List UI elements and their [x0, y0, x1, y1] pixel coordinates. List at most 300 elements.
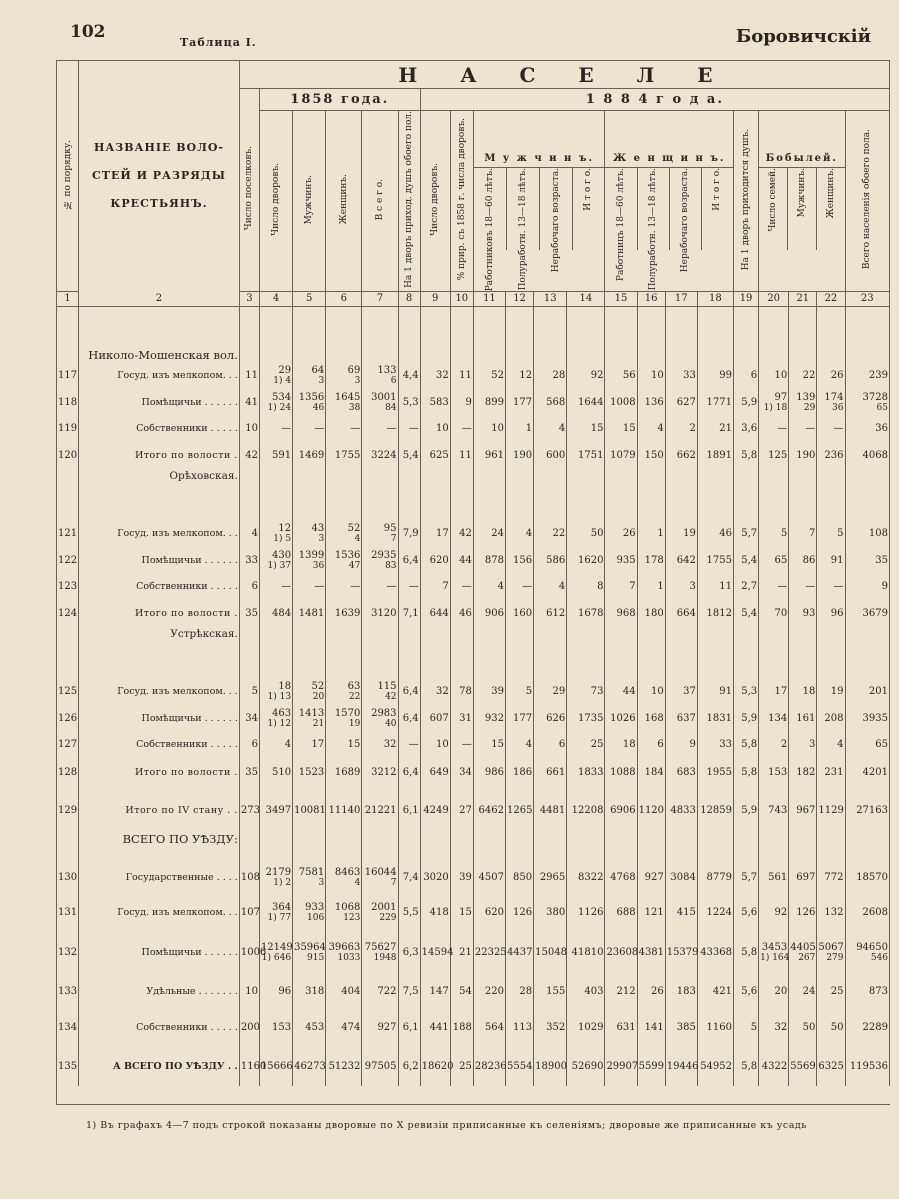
table-cell	[326, 894, 362, 930]
cell-value: 2179	[265, 866, 292, 878]
cell-subvalue: 36	[832, 402, 844, 413]
table-cell	[789, 974, 817, 1008]
cell-value: 10081	[294, 804, 326, 816]
cell-value: 52	[311, 680, 325, 692]
table-cell	[326, 546, 362, 574]
table-cell	[259, 894, 292, 930]
cell-value: 46	[459, 607, 472, 619]
cell-value: 27	[459, 804, 472, 816]
cell-value: 620	[484, 906, 504, 918]
cell-value: 6,4	[402, 685, 419, 697]
row-label: Собственники . . . . .	[79, 1008, 240, 1046]
column-number: 1	[57, 291, 79, 306]
cell-value: 5,4	[741, 554, 758, 566]
table-cell	[450, 860, 473, 894]
cell-value: 70	[774, 607, 788, 619]
table-row	[57, 860, 890, 894]
cell-value: 18	[278, 680, 292, 692]
table-cell	[665, 598, 697, 628]
cell-value: 5	[780, 527, 788, 539]
cell-subvalue: 1) 24	[267, 402, 292, 413]
cell-value: —	[408, 580, 419, 592]
cell-value: 92	[774, 906, 788, 918]
column-number: 11	[473, 291, 505, 306]
table-cell	[420, 388, 450, 416]
table-cell	[534, 598, 567, 628]
cell-value: 586	[546, 554, 566, 566]
cell-value: 1006	[240, 946, 267, 958]
cell-value: 11140	[328, 804, 361, 816]
table-cell	[789, 440, 817, 470]
cell-value: 927	[644, 871, 664, 883]
table-cell	[473, 1008, 505, 1046]
cell-value: 9	[465, 396, 472, 408]
frame-line	[56, 60, 57, 1105]
cell-value: 441	[429, 1021, 449, 1033]
table-cell	[817, 732, 845, 756]
cell-subvalue: 279	[826, 952, 844, 963]
table-cell	[697, 598, 733, 628]
cell-value: 4	[558, 422, 566, 434]
cell-value: —	[350, 422, 361, 434]
cell-value: 8463	[334, 866, 361, 878]
cell-value: 99	[719, 369, 732, 381]
cell-value: 153	[271, 1021, 292, 1033]
table-cell	[473, 860, 505, 894]
cell-value: 5,7	[741, 871, 758, 883]
cell-value: 42	[245, 449, 258, 461]
row-label: Госуд. изъ мелкопом. . .	[79, 520, 240, 546]
cell-value: 591	[271, 449, 292, 461]
table-cell	[239, 362, 259, 388]
table-cell	[506, 362, 534, 388]
table-cell	[817, 930, 845, 974]
cell-value: 231	[824, 766, 844, 778]
cell-value: 932	[484, 712, 504, 724]
table-cell	[817, 388, 845, 416]
table-cell	[450, 974, 473, 1008]
table-cell	[665, 362, 697, 388]
cell-value: 6	[251, 580, 258, 592]
col-header: На 1 дворъ приходится душъ.	[734, 111, 759, 292]
table-cell	[567, 678, 605, 704]
cell-value: 2983	[371, 707, 397, 719]
cell-subvalue: 1) 37	[267, 560, 292, 571]
cell-value: —	[314, 422, 325, 434]
table-cell	[665, 1046, 697, 1086]
cell-value: —	[833, 422, 844, 434]
table-cell	[637, 894, 665, 930]
cell-subvalue: 22	[348, 691, 361, 702]
cell-value: 17	[436, 527, 449, 539]
table-cell	[398, 930, 420, 974]
column-number: 7	[362, 291, 398, 306]
table-cell	[697, 894, 733, 930]
cell-value: 850	[513, 871, 533, 883]
section-row	[57, 824, 890, 846]
table-cell	[506, 574, 534, 598]
table-cell	[567, 732, 605, 756]
cell-value: 28	[552, 369, 566, 381]
table-cell	[665, 546, 697, 574]
cell-value: 649	[429, 766, 449, 778]
table-cell	[734, 546, 759, 574]
cell-value: 664	[676, 607, 696, 619]
cell-subvalue: 38	[348, 402, 361, 413]
table-cell	[326, 704, 362, 732]
table-cell	[473, 796, 505, 824]
cell-value: 75627	[364, 941, 397, 953]
table-cell	[567, 930, 605, 974]
cell-value: 52	[347, 522, 361, 534]
table-cell	[326, 678, 362, 704]
cell-value: 239	[868, 369, 888, 381]
table-cell	[326, 388, 362, 416]
table-cell	[398, 678, 420, 704]
table-cell	[473, 574, 505, 598]
table-cell	[398, 440, 420, 470]
row-label: А ВСЕГО ПО УѢЗДУ . .	[79, 1046, 240, 1086]
table-cell	[362, 574, 398, 598]
section-row	[57, 470, 890, 482]
cell-subvalue: 1) 5	[273, 533, 292, 544]
table-cell	[605, 440, 637, 470]
cell-value: —	[461, 580, 472, 592]
cell-value: 1812	[706, 607, 732, 619]
cell-subvalue: 4	[354, 877, 361, 888]
table-cell	[506, 704, 534, 732]
table-cell	[734, 520, 759, 546]
cell-value: 4201	[862, 766, 888, 778]
cell-value: 3,6	[741, 422, 758, 434]
table-cell	[697, 860, 733, 894]
table-cell	[420, 756, 450, 788]
table-cell	[362, 974, 398, 1008]
cell-value: 873	[868, 985, 888, 997]
cell-subvalue: 4	[354, 533, 361, 544]
table-cell	[734, 598, 759, 628]
cell-value: 4068	[862, 449, 888, 461]
table-cell	[845, 678, 890, 704]
table-cell	[665, 756, 697, 788]
cell-value: 631	[616, 1021, 636, 1033]
table-cell	[605, 860, 637, 894]
cell-value: 141	[644, 1021, 664, 1033]
table-cell	[845, 416, 890, 440]
cell-value: 119536	[849, 1060, 888, 1072]
table-label: Таблица I.	[180, 36, 257, 49]
cell-value: 1955	[706, 766, 732, 778]
cell-value: 26	[650, 985, 664, 997]
col-header: В с е г о.	[362, 111, 398, 292]
cell-value: 5,3	[402, 396, 419, 408]
cell-value: 12208	[571, 804, 604, 816]
table-cell	[326, 362, 362, 388]
table-cell	[362, 894, 398, 930]
table-cell	[845, 546, 890, 574]
table-cell	[789, 520, 817, 546]
cell-value: 961	[484, 449, 504, 461]
cell-value: 3	[689, 580, 696, 592]
table-cell	[473, 704, 505, 732]
column-number: 17	[665, 291, 697, 306]
cell-value: 14594	[421, 946, 454, 958]
cell-value: 190	[796, 449, 816, 461]
cell-value: 22325	[474, 946, 507, 958]
cell-value: 11	[719, 580, 732, 592]
cell-value: 126	[796, 906, 816, 918]
table-cell	[759, 704, 789, 732]
cell-value: 1	[525, 422, 533, 434]
table-row	[57, 974, 890, 1008]
section-row	[57, 306, 890, 362]
table-cell	[239, 416, 259, 440]
table-cell	[637, 678, 665, 704]
cell-value: 4	[657, 422, 664, 434]
table-cell	[759, 974, 789, 1008]
table-cell	[697, 678, 733, 704]
table-cell	[665, 930, 697, 974]
cell-value: 236	[824, 449, 844, 461]
row-number: 118	[57, 388, 79, 416]
cell-value: 35	[875, 554, 888, 566]
table-cell	[450, 930, 473, 974]
cell-subvalue: 3	[354, 375, 361, 386]
cell-subvalue: 84	[385, 402, 397, 413]
table-cell	[734, 704, 759, 732]
cell-value: —	[350, 580, 361, 592]
header-title: Н А С Е Л Е	[239, 61, 889, 89]
cell-value: 7	[809, 527, 816, 539]
row-label: Итого по волости .	[79, 598, 240, 628]
table-cell	[420, 704, 450, 732]
table-cell	[534, 796, 567, 824]
cell-subvalue: 1) 13	[267, 691, 292, 702]
column-number: 13	[534, 291, 567, 306]
cell-value: 5,4	[741, 607, 758, 619]
table-cell	[697, 974, 733, 1008]
cell-value: 19	[830, 685, 844, 697]
cell-value: 5	[525, 685, 533, 697]
row-number: 121	[57, 520, 79, 546]
cell-value: —	[281, 580, 292, 592]
cell-value: 1755	[334, 449, 361, 461]
cell-value: 662	[676, 449, 696, 461]
cell-value: 430	[271, 549, 292, 561]
table-cell	[398, 796, 420, 824]
table-cell	[362, 440, 398, 470]
table-cell	[789, 1046, 817, 1086]
cell-value: 899	[484, 396, 504, 408]
cell-value: 1026	[610, 712, 636, 724]
cell-value: 5,9	[741, 396, 758, 408]
cell-value: 1678	[577, 607, 604, 619]
cell-subvalue: 1033	[337, 952, 361, 963]
cell-subvalue: 267	[798, 952, 816, 963]
cell-value: 6	[657, 738, 664, 750]
table-cell	[506, 598, 534, 628]
table-cell	[420, 546, 450, 574]
cell-value: 403	[584, 985, 604, 997]
cell-value: 18	[802, 685, 816, 697]
table-cell	[665, 704, 697, 732]
cell-value: 36	[875, 422, 888, 434]
cell-value: —	[461, 738, 472, 750]
cell-value: 31	[459, 712, 472, 724]
cell-subvalue: 42	[385, 691, 397, 702]
table-cell	[450, 388, 473, 416]
table-cell	[567, 416, 605, 440]
cell-value: 12	[519, 369, 533, 381]
table-cell	[326, 974, 362, 1008]
table-cell	[450, 546, 473, 574]
cell-value: 1755	[706, 554, 732, 566]
table-cell	[759, 860, 789, 894]
table-row	[57, 1046, 890, 1086]
cell-value: 4249	[423, 804, 449, 816]
table-cell	[450, 732, 473, 756]
table-cell	[473, 416, 505, 440]
cell-value: 5,9	[741, 712, 758, 724]
table-cell	[637, 546, 665, 574]
cell-value: 4507	[478, 871, 504, 883]
cell-value: 39663	[328, 941, 361, 953]
cell-value: 6,4	[402, 712, 419, 724]
cell-subvalue: 7	[390, 877, 397, 888]
table-cell	[239, 598, 259, 628]
table-cell	[637, 930, 665, 974]
table-cell	[734, 678, 759, 704]
cell-subvalue: 229	[379, 912, 397, 923]
table-cell	[637, 520, 665, 546]
table-cell	[239, 1046, 267, 1086]
cell-value: 743	[768, 804, 788, 816]
column-number: 2	[79, 291, 240, 306]
cell-value: 5554	[507, 1060, 533, 1072]
table-cell	[789, 546, 817, 574]
cell-value: 2289	[862, 1021, 888, 1033]
row-label: Итого по волости .	[79, 440, 240, 470]
table-cell	[293, 440, 326, 470]
table-cell	[398, 388, 420, 416]
cell-value: 22	[552, 527, 566, 539]
cell-value: 10	[650, 685, 664, 697]
cell-value: 35964	[294, 941, 326, 953]
cell-value: 11	[245, 369, 258, 381]
column-number: 4	[259, 291, 292, 306]
cell-value: 65	[875, 738, 888, 750]
cell-value: 24	[802, 985, 816, 997]
table-row	[57, 756, 890, 788]
cell-value: 510	[271, 766, 292, 778]
population-table	[56, 60, 890, 1086]
table-cell	[567, 362, 605, 388]
table-cell	[326, 520, 362, 546]
cell-value: 28	[519, 985, 533, 997]
table-cell	[817, 894, 845, 930]
cell-value: 7,1	[402, 607, 419, 619]
cell-value: 4	[558, 580, 566, 592]
row-label: Госуд. изъ мелкопом. . .	[79, 894, 240, 930]
cell-value: 15	[491, 738, 504, 750]
cell-value: 16044	[364, 866, 397, 878]
row-number: 133	[57, 974, 79, 1008]
table-cell	[567, 1046, 605, 1086]
table-cell	[420, 1008, 450, 1046]
table-cell	[362, 756, 398, 788]
cell-value: 1833	[577, 766, 604, 778]
cell-value: 1639	[334, 607, 361, 619]
table-cell	[759, 1046, 789, 1086]
table-cell	[567, 440, 605, 470]
table-cell	[239, 1008, 259, 1046]
cell-value: 2935	[371, 549, 397, 561]
table-cell	[362, 520, 398, 546]
table-cell	[637, 860, 665, 894]
cell-value: 2608	[862, 906, 888, 918]
table-cell	[473, 362, 505, 388]
cell-value: 96	[830, 607, 844, 619]
section-heading: Орѣховская.	[79, 470, 240, 482]
column-number: 21	[789, 291, 817, 306]
cell-value: 1129	[818, 804, 844, 816]
cell-value: 3020	[423, 871, 449, 883]
cell-value: 183	[676, 985, 696, 997]
cell-value: 95	[383, 522, 397, 534]
table-cell	[259, 574, 292, 598]
table-cell	[759, 1008, 789, 1046]
row-number: 130	[57, 860, 79, 894]
cell-value: 644	[429, 607, 449, 619]
table-cell	[734, 1046, 759, 1086]
cell-value: 17	[311, 738, 325, 750]
cell-value: 115	[377, 680, 397, 692]
table-cell	[362, 546, 398, 574]
table-cell	[420, 860, 450, 894]
table-cell	[789, 362, 817, 388]
table-cell	[567, 598, 605, 628]
table-cell	[637, 1008, 665, 1046]
cell-value: 564	[484, 1021, 504, 1033]
cell-value: 5,8	[741, 766, 758, 778]
table-cell	[759, 440, 789, 470]
row-number: 132	[57, 930, 79, 974]
cell-value: 93	[802, 607, 816, 619]
table-cell	[362, 598, 398, 628]
table-cell	[789, 1008, 817, 1046]
table-cell	[326, 1046, 362, 1086]
cell-value: 32	[383, 738, 397, 750]
cell-value: 607	[429, 712, 449, 724]
cell-value: 5,5	[402, 906, 419, 918]
cell-value: 1536	[334, 549, 361, 561]
table-cell	[665, 860, 697, 894]
cell-value: 4481	[539, 804, 566, 816]
table-cell	[239, 520, 259, 546]
row-label: Собственники . . . . .	[79, 574, 240, 598]
table-cell	[845, 362, 890, 388]
cell-subvalue: 1948	[373, 952, 397, 963]
cell-value: 620	[429, 554, 449, 566]
table-cell	[637, 362, 665, 388]
cell-value: 5067	[818, 941, 844, 953]
table-cell	[398, 756, 420, 788]
cell-value: 161	[796, 712, 816, 724]
table-cell	[398, 1046, 420, 1086]
table-cell	[817, 416, 845, 440]
table-row	[57, 388, 890, 416]
table-cell	[845, 796, 890, 824]
